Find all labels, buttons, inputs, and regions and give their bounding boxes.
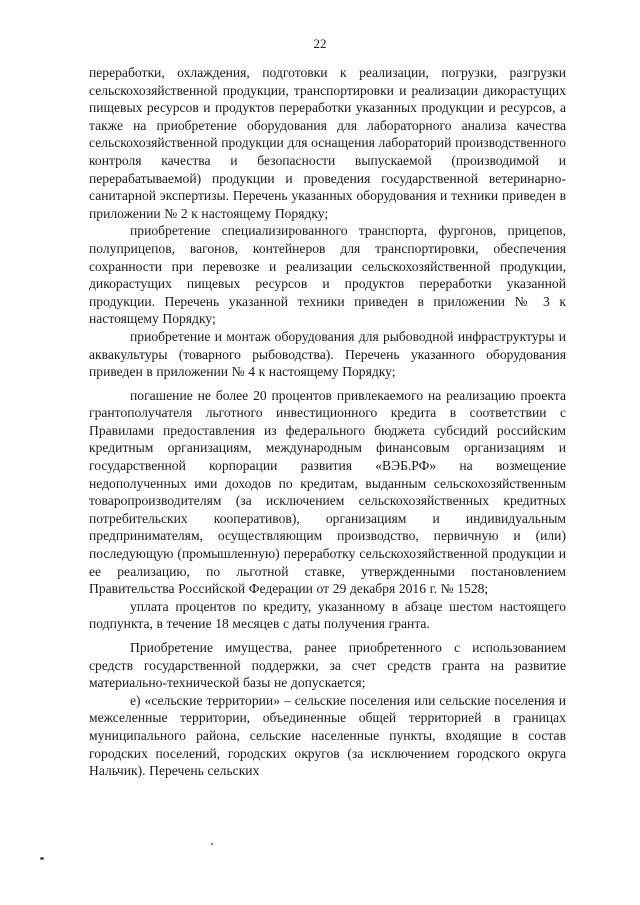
page-number: 22 [313, 36, 327, 51]
paragraph-processing-equipment: переработки, охлаждения, подготовки к реализации, погрузки, разгрузки сельскохозяйственной продукции, транспортировки и реализации дикорастущих пищевых ресурсов и продуктов переработки указанных продукции и ресурсов, а также на приобретение оборудования для лабораторного анализа качества сельскохозяйственной продукции для оснащения лабораторий производственного контроля качества и безопасности выпускаемой (производимой и перерабатываемой) продукции и проведения государственной ветеринарно-санитарной экспертизы. Перечень указанных оборудования и техники приведен в приложении № 2 к настоящему Порядку; [89, 65, 566, 221]
paragraph-interest-payment: уплата процентов по кредиту, указанному в абзаце шестом настоящего подпункта, в течение 18 месяцев с даты получения гранта. [89, 598, 566, 632]
paragraph-rural-territories: е) «сельские территории» – сельские поселения или сельские поселения и межселенные территории, объединенные общей территорией в границах муниципального района, сельские населенные пункты, входящие в состав городских поселений, городских округов (за исключением городского округа Нальчик). Перечень сельских [89, 692, 566, 779]
paragraph-loan-repayment: погашение не более 20 процентов привлекаемого на реализацию проекта грантополучателя льготного инвестиционного кредита в соответствии с Правилами предоставления из федерального бюджета субсидий российским кредитным организациям, международным финансовым организациям и государственной корпорации развития «ВЭБ.РФ» на возмещение недополученных ими доходов по кредитам, выданным сельскохозяйственным товаропроизводителям (за исключением сельскохозяйственных кредитных потребительских кооперативов), организациям и индивидуальным предпринимателям, осуществляющим производство, первичную и (или) последующую (промышленную) переработку сельскохозяйственной продукции и ее реализацию, по льготной ставке, утвержденными постановлением Правительства Российской Федерации от 29 декабря 2016 г. № 1528; [89, 387, 566, 597]
paragraph-property-restriction: Приобретение имущества, ранее приобретенного с использованием средств государственной поддержки, за счет средств гранта на развитие материально-технической базы не допускается; [89, 640, 566, 691]
body-text [89, 64, 566, 780]
scan-speck [211, 843, 213, 845]
paragraph-fish-farming: приобретение и монтаж оборудования для рыбоводной инфраструктуры и аквакультуры (товарного рыбоводства). Перечень указанного оборудования приведен в приложении № 4 к настоящему Порядку; [89, 328, 566, 380]
scan-speck [40, 857, 44, 860]
paragraph-transport-purchase: приобретение специализированного транспорта, фургонов, прицепов, полуприцепов, вагонов, контейнеров для транспортировки, обеспечения сохранности при перевозке и реализации сельскохозяйственной продукции, дикорастущих пищевых ресурсов и продуктов переработки указанной продукции. Перечень указанной техники приведен в приложении № 3 к настоящему Порядку; [89, 223, 566, 327]
